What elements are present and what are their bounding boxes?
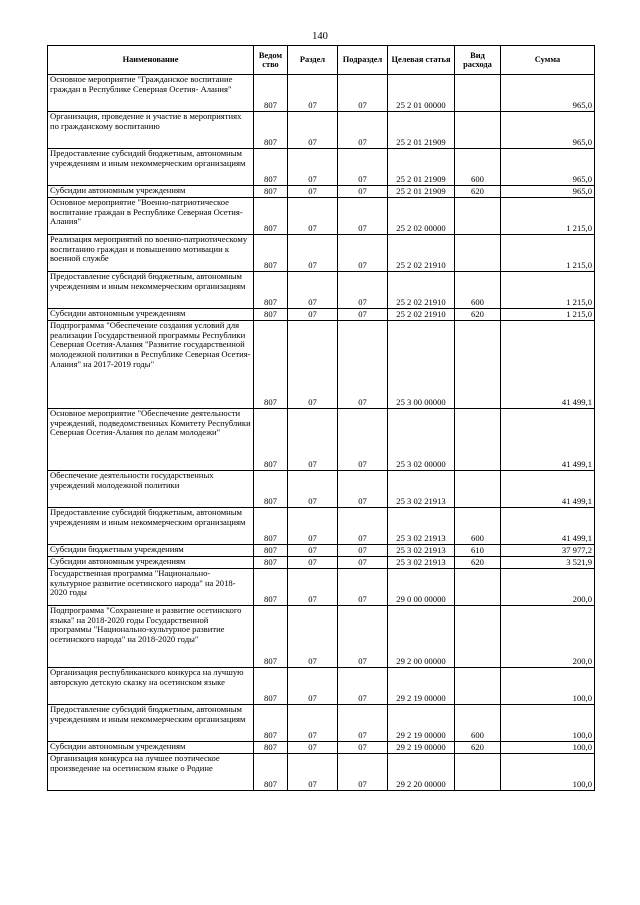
cell-name: Обеспечение деятельности государственных учреждений молодежной политики bbox=[48, 471, 254, 508]
cell-section: 07 bbox=[288, 754, 338, 791]
table-row bbox=[48, 606, 595, 668]
cell-target: 25 3 02 00000 bbox=[388, 409, 455, 471]
cell-sum: 41 499,1 bbox=[501, 409, 595, 471]
cell-exp-type bbox=[455, 198, 501, 235]
cell-dept: 807 bbox=[254, 186, 288, 198]
cell-name: Субсидии автономным учреждениям bbox=[48, 309, 254, 321]
table-row bbox=[48, 235, 595, 272]
cell-sum: 965,0 bbox=[501, 75, 595, 112]
table-row bbox=[48, 149, 595, 186]
table-row bbox=[48, 545, 595, 557]
cell-exp-type: 620 bbox=[455, 742, 501, 754]
table-row bbox=[48, 471, 595, 508]
cell-target: 29 2 00 00000 bbox=[388, 606, 455, 668]
cell-section: 07 bbox=[288, 705, 338, 742]
cell-subsection: 07 bbox=[338, 272, 388, 309]
cell-dept: 807 bbox=[254, 742, 288, 754]
cell-subsection: 07 bbox=[338, 569, 388, 606]
cell-section: 07 bbox=[288, 321, 338, 409]
table-row bbox=[48, 409, 595, 471]
cell-section: 07 bbox=[288, 309, 338, 321]
cell-dept: 807 bbox=[254, 149, 288, 186]
cell-section: 07 bbox=[288, 75, 338, 112]
table-row bbox=[48, 557, 595, 569]
cell-exp-type: 620 bbox=[455, 557, 501, 569]
table-header-row bbox=[48, 46, 595, 75]
cell-target: 29 2 19 00000 bbox=[388, 705, 455, 742]
cell-section: 07 bbox=[288, 235, 338, 272]
cell-exp-type bbox=[455, 606, 501, 668]
cell-name: Предоставление субсидий бюджетным, автономным учреждениям и иным некоммерческим организациям bbox=[48, 508, 254, 545]
cell-sum: 41 499,1 bbox=[501, 508, 595, 545]
cell-name: Субсидии автономным учреждениям bbox=[48, 557, 254, 569]
header-target: Целевая статья bbox=[388, 46, 455, 75]
cell-subsection: 07 bbox=[338, 186, 388, 198]
header-section: Раздел bbox=[288, 46, 338, 75]
cell-sum: 200,0 bbox=[501, 606, 595, 668]
cell-exp-type bbox=[455, 235, 501, 272]
cell-exp-type bbox=[455, 409, 501, 471]
cell-sum: 1 215,0 bbox=[501, 309, 595, 321]
cell-subsection: 07 bbox=[338, 545, 388, 557]
cell-name: Предоставление субсидий бюджетным, автономным учреждениям и иным некоммерческим организациям bbox=[48, 705, 254, 742]
cell-name: Основное мероприятие "Гражданское воспитание граждан в Республике Северная Осетия- Алания" bbox=[48, 75, 254, 112]
cell-exp-type bbox=[455, 569, 501, 606]
cell-name: Организация, проведение и участие в мероприятиях по гражданскому воспитанию bbox=[48, 112, 254, 149]
cell-name: Субсидии автономным учреждениям bbox=[48, 186, 254, 198]
table-row bbox=[48, 705, 595, 742]
cell-name: Подпрограмма "Обеспечение создания условий для реализации Государственной программы Республики Северная Осетия-Алания "Развитие государственной молодежной политики в Республике Северная Осетия-Алания" на 2017-2019 годы" bbox=[48, 321, 254, 409]
table-row bbox=[48, 75, 595, 112]
cell-target: 25 3 02 21913 bbox=[388, 508, 455, 545]
cell-exp-type: 620 bbox=[455, 186, 501, 198]
cell-dept: 807 bbox=[254, 112, 288, 149]
cell-sum: 1 215,0 bbox=[501, 235, 595, 272]
cell-section: 07 bbox=[288, 272, 338, 309]
cell-sum: 965,0 bbox=[501, 112, 595, 149]
table-row bbox=[48, 309, 595, 321]
cell-dept: 807 bbox=[254, 606, 288, 668]
cell-exp-type: 600 bbox=[455, 149, 501, 186]
cell-name: Подпрограмма "Сохранение и развитие осетинского языка" на 2018-2020 годы Государственной программы "Национально-культурное развитие осетинского народа" на 2018-2020 годы" bbox=[48, 606, 254, 668]
cell-sum: 1 215,0 bbox=[501, 272, 595, 309]
budget-table bbox=[47, 45, 595, 791]
cell-dept: 807 bbox=[254, 409, 288, 471]
cell-subsection: 07 bbox=[338, 557, 388, 569]
cell-exp-type: 620 bbox=[455, 309, 501, 321]
cell-target: 25 2 02 21910 bbox=[388, 272, 455, 309]
cell-dept: 807 bbox=[254, 321, 288, 409]
cell-sum: 100,0 bbox=[501, 742, 595, 754]
header-name: Наименование bbox=[48, 46, 254, 75]
cell-exp-type: 600 bbox=[455, 508, 501, 545]
cell-name: Предоставление субсидий бюджетным, автономным учреждениям и иным некоммерческим организациям bbox=[48, 149, 254, 186]
cell-subsection: 07 bbox=[338, 606, 388, 668]
cell-section: 07 bbox=[288, 742, 338, 754]
cell-subsection: 07 bbox=[338, 309, 388, 321]
cell-section: 07 bbox=[288, 186, 338, 198]
cell-exp-type: 610 bbox=[455, 545, 501, 557]
cell-sum: 41 499,1 bbox=[501, 321, 595, 409]
cell-section: 07 bbox=[288, 409, 338, 471]
cell-dept: 807 bbox=[254, 198, 288, 235]
cell-name: Основное мероприятие "Обеспечение деятельности учреждений, подведомственных Комитету Республики Северная Осетия-Алания по делам молодежи" bbox=[48, 409, 254, 471]
table-row bbox=[48, 754, 595, 791]
cell-target: 25 2 01 21909 bbox=[388, 149, 455, 186]
cell-target: 29 2 19 00000 bbox=[388, 742, 455, 754]
cell-section: 07 bbox=[288, 557, 338, 569]
cell-name: Предоставление субсидий бюджетным, автономным учреждениям и иным некоммерческим организациям bbox=[48, 272, 254, 309]
cell-target: 25 2 02 21910 bbox=[388, 235, 455, 272]
header-subsection: Подраздел bbox=[338, 46, 388, 75]
cell-name: Реализация мероприятий по военно-патриотическому воспитанию граждан и повышению мотивации к военной службе bbox=[48, 235, 254, 272]
cell-subsection: 07 bbox=[338, 235, 388, 272]
cell-subsection: 07 bbox=[338, 668, 388, 705]
cell-target: 29 2 20 00000 bbox=[388, 754, 455, 791]
cell-subsection: 07 bbox=[338, 508, 388, 545]
cell-exp-type: 600 bbox=[455, 272, 501, 309]
cell-target: 29 2 19 00000 bbox=[388, 668, 455, 705]
cell-sum: 965,0 bbox=[501, 149, 595, 186]
header-dept: Ведом ство bbox=[254, 46, 288, 75]
cell-subsection: 07 bbox=[338, 409, 388, 471]
cell-dept: 807 bbox=[254, 471, 288, 508]
table-row bbox=[48, 508, 595, 545]
cell-sum: 965,0 bbox=[501, 186, 595, 198]
cell-sum: 100,0 bbox=[501, 668, 595, 705]
cell-name: Субсидии автономным учреждениям bbox=[48, 742, 254, 754]
cell-section: 07 bbox=[288, 508, 338, 545]
cell-exp-type bbox=[455, 75, 501, 112]
cell-section: 07 bbox=[288, 149, 338, 186]
cell-sum: 100,0 bbox=[501, 754, 595, 791]
cell-subsection: 07 bbox=[338, 112, 388, 149]
cell-section: 07 bbox=[288, 668, 338, 705]
cell-exp-type bbox=[455, 754, 501, 791]
cell-dept: 807 bbox=[254, 75, 288, 112]
cell-dept: 807 bbox=[254, 508, 288, 545]
cell-sum: 1 215,0 bbox=[501, 198, 595, 235]
cell-subsection: 07 bbox=[338, 705, 388, 742]
table-row bbox=[48, 569, 595, 606]
cell-subsection: 07 bbox=[338, 742, 388, 754]
table-row bbox=[48, 198, 595, 235]
cell-dept: 807 bbox=[254, 309, 288, 321]
page-number: 140 bbox=[312, 31, 328, 42]
table-row bbox=[48, 272, 595, 309]
cell-subsection: 07 bbox=[338, 75, 388, 112]
cell-sum: 41 499,1 bbox=[501, 471, 595, 508]
cell-name: Основное мероприятие "Военно-патриотическое воспитание граждан в Республике Северная Осетия- Алания" bbox=[48, 198, 254, 235]
cell-dept: 807 bbox=[254, 754, 288, 791]
cell-target: 25 2 02 00000 bbox=[388, 198, 455, 235]
cell-subsection: 07 bbox=[338, 471, 388, 508]
cell-name: Субсидии бюджетным учреждениям bbox=[48, 545, 254, 557]
table-row bbox=[48, 742, 595, 754]
cell-subsection: 07 bbox=[338, 321, 388, 409]
table-row bbox=[48, 668, 595, 705]
cell-sum: 200,0 bbox=[501, 569, 595, 606]
cell-target: 25 3 02 21913 bbox=[388, 471, 455, 508]
cell-section: 07 bbox=[288, 545, 338, 557]
cell-target: 25 2 01 21909 bbox=[388, 112, 455, 149]
cell-section: 07 bbox=[288, 569, 338, 606]
cell-dept: 807 bbox=[254, 705, 288, 742]
cell-dept: 807 bbox=[254, 235, 288, 272]
cell-exp-type bbox=[455, 321, 501, 409]
cell-section: 07 bbox=[288, 606, 338, 668]
cell-subsection: 07 bbox=[338, 198, 388, 235]
cell-target: 25 3 00 00000 bbox=[388, 321, 455, 409]
header-sum: Сумма bbox=[501, 46, 595, 75]
cell-target: 25 3 02 21913 bbox=[388, 557, 455, 569]
cell-sum: 3 521,9 bbox=[501, 557, 595, 569]
table-row bbox=[48, 186, 595, 198]
cell-exp-type bbox=[455, 471, 501, 508]
cell-section: 07 bbox=[288, 198, 338, 235]
table-row bbox=[48, 321, 595, 409]
cell-section: 07 bbox=[288, 471, 338, 508]
cell-name: Государственная программа "Национально-культурное развитие осетинского народа" на 2018-2020 годы bbox=[48, 569, 254, 606]
cell-section: 07 bbox=[288, 112, 338, 149]
cell-dept: 807 bbox=[254, 569, 288, 606]
cell-target: 25 2 01 21909 bbox=[388, 186, 455, 198]
cell-target: 25 2 01 00000 bbox=[388, 75, 455, 112]
table-row bbox=[48, 112, 595, 149]
cell-sum: 37 977,2 bbox=[501, 545, 595, 557]
cell-exp-type bbox=[455, 112, 501, 149]
cell-target: 29 0 00 00000 bbox=[388, 569, 455, 606]
cell-dept: 807 bbox=[254, 545, 288, 557]
cell-exp-type: 600 bbox=[455, 705, 501, 742]
cell-dept: 807 bbox=[254, 668, 288, 705]
cell-subsection: 07 bbox=[338, 754, 388, 791]
cell-exp-type bbox=[455, 668, 501, 705]
cell-sum: 100,0 bbox=[501, 705, 595, 742]
cell-dept: 807 bbox=[254, 272, 288, 309]
cell-target: 25 3 02 21913 bbox=[388, 545, 455, 557]
cell-dept: 807 bbox=[254, 557, 288, 569]
cell-name: Организация республиканского конкурса на лучшую авторскую детскую сказку на осетинском языке bbox=[48, 668, 254, 705]
cell-subsection: 07 bbox=[338, 149, 388, 186]
cell-target: 25 2 02 21910 bbox=[388, 309, 455, 321]
header-exp-type: Вид расхода bbox=[455, 46, 501, 75]
cell-name: Организация конкурса на лучшее поэтическое произведение на осетинском языке о Родине bbox=[48, 754, 254, 791]
